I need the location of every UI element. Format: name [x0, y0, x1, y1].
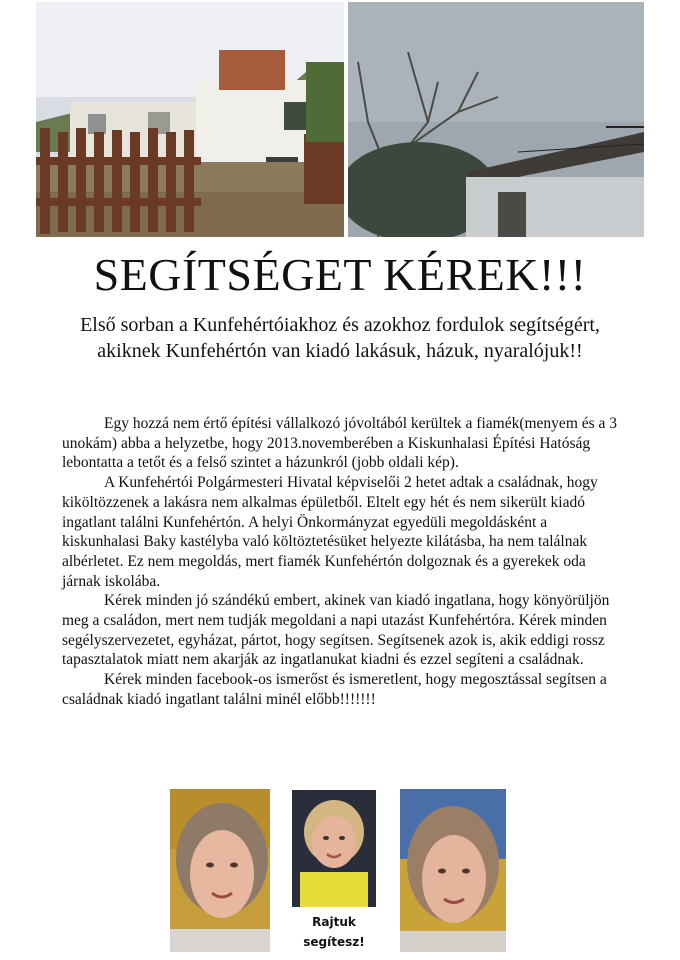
children-caption — [292, 912, 376, 952]
child-photo-3 — [400, 789, 506, 952]
page-title: SEGÍTSÉGET KÉREK!!! — [93, 249, 587, 300]
caption-line-1: Rajtuk — [312, 915, 356, 929]
caption-line-2: segítesz! — [303, 935, 365, 949]
house-photo-left — [36, 2, 344, 237]
paragraph-2: A Kunfehértói Polgármesteri Hivatal képviselői 2 hetet adtak a családnak, hogy kiköltözzenek a lakásra nem alkalmas épületből. Eltelt egy hét és nem sikerült kiadó ingatlant találni Kunfehértón. A helyi Önkormányzat egyedüli megoldásként a kiskunhalasi Baky kastélyba való költöztetésüket helyezte kilátásba, ha nem találnak albérletet. Ez nem megoldás, mert fiamék Kunfehértón dolgoznak és a gyerekek oda járnak iskolába. — [62, 474, 598, 590]
subtitle: Első sorban a Kunfehértóiakhoz és azokhoz fordulok segítségért, akiknek Kunfehértón van kiadó lakásuk, házuk, nyaralójuk!! — [80, 314, 600, 362]
child-photo-2 — [292, 790, 376, 907]
paragraph-3: Kérek minden jó szándékú embert, akinek van kiadó ingatlana, hogy könyörüljön meg a családon, mert nem tudják megoldani a napi utazást Kunfehértóra. Kérek minden segélyszervezetet, egyházat, pártot, hogy segítsen. Segítsenek azok is, akik eddigi rossz tapasztalatok miatt nem akarják az ingatlanukat kiadni és ezzel segíteni a családnak. — [62, 592, 610, 669]
paragraph-4: Kérek minden facebook-os ismerőst és ismeretlent, hogy megosztással segítsen a családnak kiadó ingatlant találni minél előbb!!!!!!! — [62, 671, 607, 708]
paragraph-1: Egy hozzá nem értő építési vállalkozó jóvoltából kerültek a fiamék(menyem és a 3 unokám) abba a helyzetbe, hogy 2013.novemberében a Kiskunhalasi Építési Hatóság lebontatta a tetőt és a felső szintet a házunkról (jobb oldali kép). — [62, 415, 618, 472]
house-photo-right — [348, 2, 644, 237]
child-photo-1 — [170, 789, 270, 952]
body-text — [62, 414, 622, 710]
